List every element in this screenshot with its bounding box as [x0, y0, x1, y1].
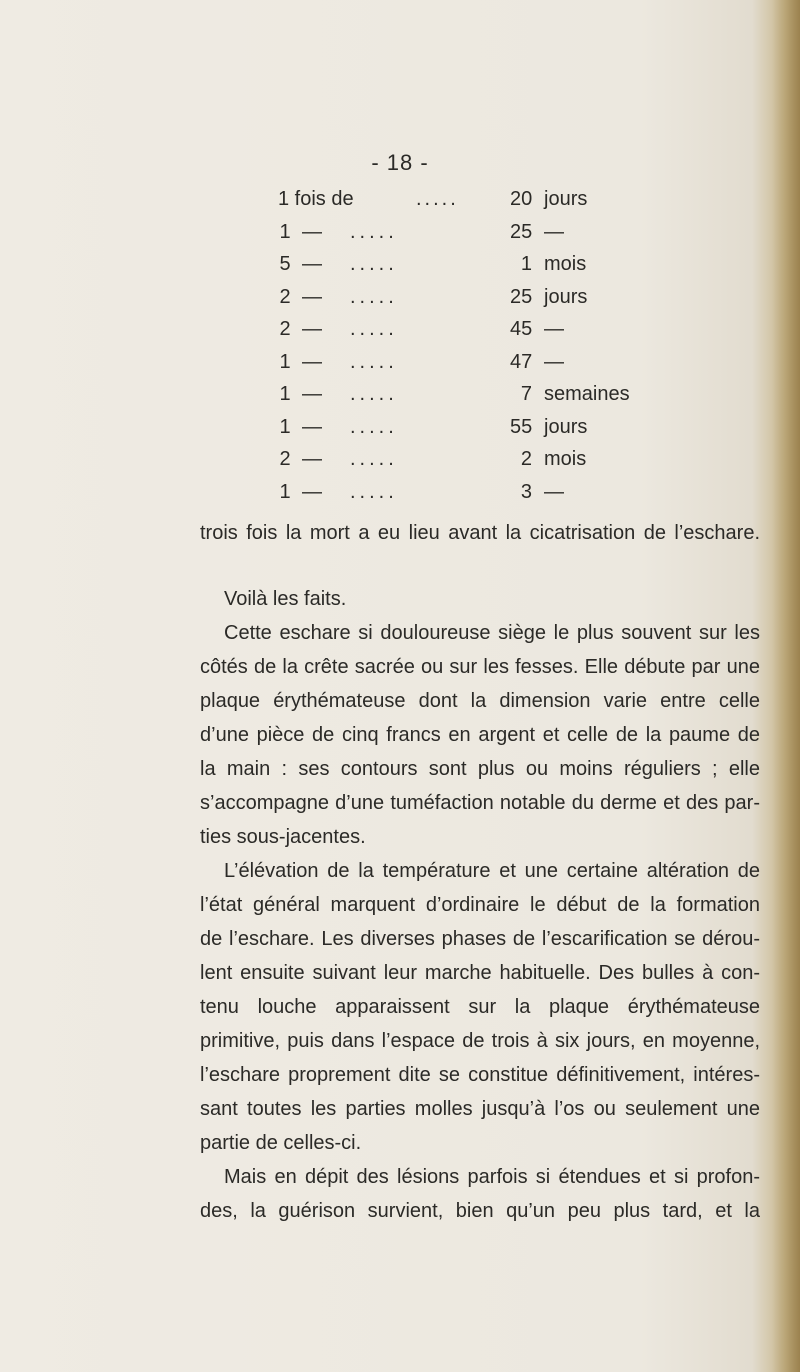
- table-value: 55: [510, 415, 533, 438]
- table-value: 2: [520, 448, 532, 470]
- text-line: primitive, puis dans l’espace de trois à six jours, en moyenne,: [200, 1030, 760, 1052]
- text-line: Mais en dépit des lésions parfois si étendues et si profon-: [224, 1166, 760, 1188]
- text-line: côtés de la crête sacrée ou sur les fesses. Elle débute par une: [200, 656, 760, 678]
- section-sentence: Voilà les faits.: [224, 588, 347, 610]
- table-value: 20: [510, 188, 533, 210]
- leader-dots: .....: [350, 415, 398, 438]
- table-count: 1: [279, 350, 291, 373]
- table-count: 5: [279, 253, 291, 275]
- leader-dots: .....: [350, 285, 398, 308]
- table-unit: semaines: [544, 383, 630, 405]
- text-line: ties sous-jacentes.: [200, 826, 366, 848]
- table-dash: —: [302, 220, 322, 243]
- leader-dots: .....: [350, 253, 398, 275]
- table-count: 2: [279, 285, 291, 308]
- table-value: 47: [510, 350, 533, 373]
- text-line: l’eschare proprement dite se constitue définitivement, intéres-: [200, 1064, 760, 1086]
- text-line: de l’eschare. Les diverses phases de l’escarification se dérou-: [200, 928, 760, 950]
- table-unit: jours: [544, 415, 588, 438]
- text-line: L’élévation de la température et une certaine altération de: [224, 860, 760, 882]
- table-unit: —: [544, 480, 564, 503]
- leader-dots: .....: [416, 188, 459, 210]
- table-unit: jours: [544, 188, 588, 210]
- leader-dots: .....: [350, 480, 398, 503]
- text-line: des, la guérison survient, bien qu’un peu plus tard, et la: [200, 1200, 760, 1222]
- table-count: 1: [279, 480, 291, 503]
- text-line: plaque érythémateuse dont la dimension varie entre celle: [200, 690, 760, 712]
- table-dash: —: [302, 318, 322, 340]
- text-line: d’une pièce de cinq francs en argent et celle de la paume de: [200, 724, 760, 746]
- table-value: 1: [520, 253, 532, 275]
- text-line: sant toutes les parties molles jusqu’à l’os ou seulement une: [200, 1098, 760, 1120]
- leader-dots: .....: [350, 350, 398, 373]
- table-dash: —: [302, 253, 322, 275]
- table-value: 3: [520, 480, 532, 503]
- table-count: 1: [279, 220, 291, 243]
- table-dash: —: [302, 448, 322, 470]
- table-unit: —: [544, 350, 564, 373]
- text-line: l’état général marquent d’ordinaire le début de la formation: [200, 894, 760, 916]
- table-value: 7: [520, 383, 532, 405]
- text-line: s’accompagne d’une tuméfaction notable du derme et des par-: [200, 792, 760, 814]
- table-dash: —: [302, 285, 322, 308]
- text-line: tenu louche apparaissent sur la plaque érythémateuse: [200, 996, 760, 1018]
- table-unit: mois: [544, 448, 587, 470]
- table-unit: —: [544, 220, 564, 243]
- table-value: 25: [510, 220, 533, 243]
- page-edge-shadow: [772, 0, 800, 1372]
- table-first-label: 1 fois de: [278, 188, 354, 210]
- leader-dots: .....: [350, 220, 398, 243]
- table-dash: —: [302, 480, 322, 503]
- table-dash: —: [302, 383, 322, 405]
- page-number: - 18 -: [371, 150, 429, 175]
- table-value: 45: [510, 318, 533, 340]
- table-count: 2: [279, 318, 291, 340]
- text-line: lent ensuite suivant leur marche habituelle. Des bulles à con-: [200, 962, 760, 984]
- table-count: 1: [279, 415, 291, 438]
- leader-dots: .....: [350, 318, 398, 340]
- table-count: 1: [279, 383, 291, 405]
- text-line: trois fois la mort a eu lieu avant la cicatrisation de l’eschare.: [200, 522, 760, 544]
- table-value: 25: [510, 285, 533, 308]
- text-line: Cette eschare si douloureuse siège le plus souvent sur les: [224, 622, 760, 644]
- table-unit: —: [544, 318, 564, 340]
- table-dash: —: [302, 350, 322, 373]
- text-line: la main : ses contours sont plus ou moins réguliers ; elle: [200, 758, 760, 780]
- table-count: 2: [279, 448, 291, 470]
- leader-dots: .....: [350, 448, 398, 470]
- text-line: partie de celles-ci.: [200, 1132, 362, 1154]
- leader-dots: .....: [350, 383, 398, 405]
- table-unit: mois: [544, 253, 587, 275]
- table-unit: jours: [544, 285, 588, 308]
- table-dash: —: [302, 415, 322, 438]
